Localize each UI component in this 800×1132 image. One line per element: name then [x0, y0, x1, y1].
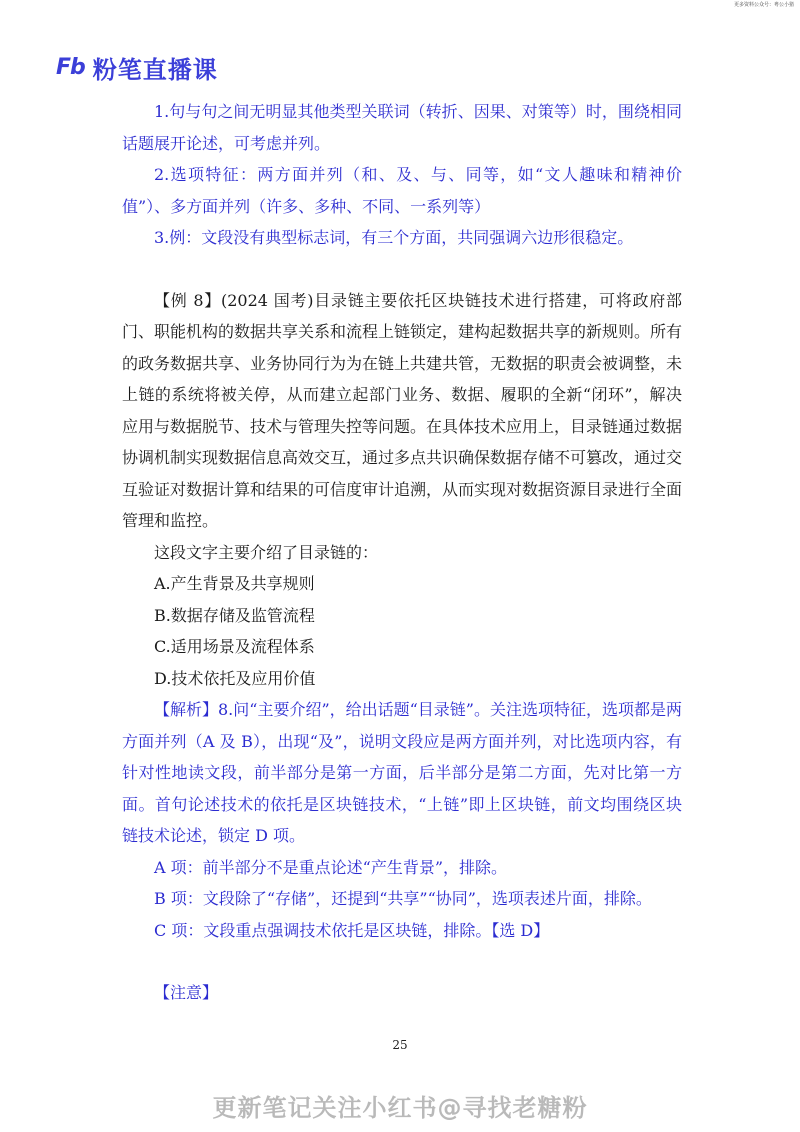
note-3: 3.例：文段没有典型标志词，有三个方面，共同强调六边形很稳定。 — [154, 228, 634, 247]
page-number: 25 — [392, 1038, 408, 1052]
top-note: 更多资料公众号：粤公小猪 — [733, 2, 794, 8]
question-prompt: 这段文字主要介绍了目录链的： — [154, 542, 379, 562]
attention-heading: 【注意】 — [154, 983, 219, 1002]
analysis-item-a: A 项：前半部分不是重点论述“产生背景”，排除。 — [154, 857, 508, 877]
option-d: D.技术依托及应用价值 — [154, 668, 316, 688]
logo-mark: Fb — [56, 55, 85, 80]
brand-logo — [56, 50, 218, 85]
option-b: B.数据存储及监管流程 — [154, 605, 315, 625]
analysis-main: 【解析】8.问“主要介绍”，给出话题“目录链”。关注选项特征，选项都是两方面并列（A 及 B），出现“及”，说明文段应是两方面并列，对比选项内容，有针对性地读文段，前半部分是第一方面，后半部分是第二方面，先对比第一方面。首句论述技术的依托是区块链技术，“上链”即上区块链，前文均围绕区块链技术论述，锁定 D 项。 — [122, 700, 682, 845]
option-c: C.适用场景及流程体系 — [154, 637, 315, 656]
spacer — [122, 254, 682, 285]
logo-text: 粉笔直播课 — [92, 56, 218, 84]
option-a: A.产生背景及共享规则 — [154, 574, 315, 593]
note-2: 2.选项特征：两方面并列（和、及、与、同等，如“文人趣味和精神价值”）、多方面并列（许多、多种、不同、一系列等） — [122, 165, 682, 216]
note-1: 1.句与句之间无明显其他类型关联词（转折、因果、对策等）时，围绕相同话题展开论述，可考虑并列。 — [122, 102, 682, 153]
page-content — [122, 96, 682, 1009]
analysis-item-c: C 项：文段重点强调技术依托是区块链，排除。【选 D】 — [154, 920, 550, 940]
footer-banner: 更新笔记关注小红书@寻找老糖粉 — [212, 1094, 588, 1122]
spacer — [122, 946, 682, 977]
analysis-item-b: B 项：文段除了“存储”，还提到“共享”“协同”，选项表述片面，排除。 — [154, 889, 652, 908]
question-stem: 【例 8】(2024 国考)目录链主要依托区块链技术进行搭建，可将政府部门、职能机构的数据共享关系和流程上链锁定，建构起数据共享的新规则。所有的政务数据共享、业务协同行为为在链上共建共管，无数据的职责会被调整，未上链的系统将被关停，从而建立起部门业务、数据、履职的全新“闭环”，解决应用与数据脱节、技术与管理失控等问题。在具体技术应用上，目录链通过数据协调机制实现数据信息高效交互，通过多点共识确保数据存储不可篡改，通过交互验证对数据计算和结果的可信度审计追溯，从而实现对数据资源目录进行全面管理和监控。 — [122, 290, 683, 530]
